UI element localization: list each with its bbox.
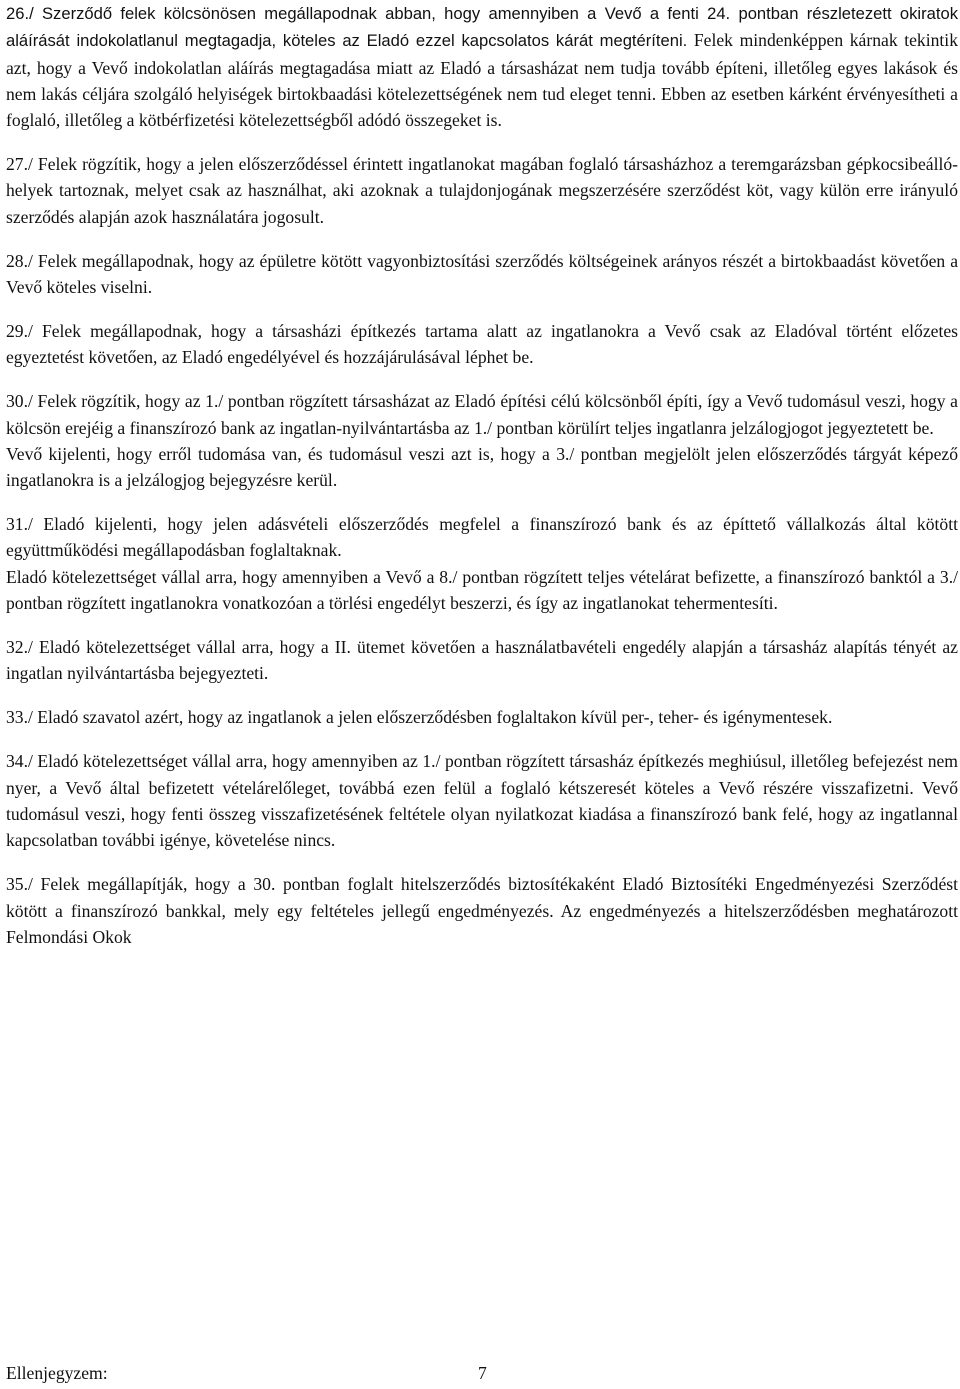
paragraph-31-part1: 31./ Eladó kijelenti, hogy jelen adásvételi előszerződés megfelel a finanszírozó bank és az építtető vállalkozás által kötött együttműködési megállapodásban foglaltaknak. <box>6 514 958 561</box>
paragraph-28: 28./ Felek megállapodnak, hogy az épületre kötött vagyonbiztosítási szerződés költségeinek arányos részét a birtokbaadást követően a Vevő köteles viselni. <box>6 250 958 298</box>
paragraph-26-part2: Felek mindenképpen kárnak tekintik azt, hogy a Vevő indokolatlan aláírás megtagadása miatt az Eladó a társasházat nem tudja tovább építeni, illetőleg egyes lakások és nem lakás céljára szolgáló helyiségek birtokbaadási kötelezettségének nem tud eleget tenni. Ebben az esetben kárként érvényesítheti a foglaló, illetőleg a kötbérfizetési kötelezettségből adódó összegeket is. <box>6 30 958 131</box>
paragraph-34: 34./ Eladó kötelezettséget vállal arra, hogy amennyiben az 1./ pontban rögzített társasház építkezés meghiúsul, illetőleg befejezést nem nyer, a Vevő által befizetett vételárelőleget, továbbá ezen felül a foglaló kétszeresét köteles a Vevő részére visszafizetni. Vevő tudomásul veszi, hogy fenti összeg visszafizetésének feltétele olyan nyilatkozat kiadása a finanszírozó bank felé, hogy az ingatlannal kapcsolatban további igénye, követelése nincs. <box>6 751 958 851</box>
paragraph-27: 27./ Felek rögzítik, hogy a jelen előszerződéssel érintett ingatlanokat magában foglaló társasházhoz a teremgarázsban gépkocsibeálló-helyek tartoznak, melyet csak az használhat, aki azoknak a tulajdonjogának megszerzésére szerződést köt, vagy külön erre irányuló szerződés alapján azok használatára jogosult. <box>6 154 958 227</box>
document-page <box>6 0 958 968</box>
paragraph-30-part2: Vevő kijelenti, hogy erről tudomása van, és tudomásul veszi azt is, hogy a 3./ pontban megjelölt jelen előszerződés tárgyát képező ingatlanokra is a jelzálogjog bejegyzésre kerül. <box>6 443 958 491</box>
paragraph-31-part2: Eladó kötelezettséget vállal arra, hogy amennyiben a Vevő a 8./ pontban rögzített teljes vételárat befizette, a finanszírozó banktól a 3./ pontban rögzített ingatlanokra vonatkozóan a törlési engedélyt beszerzi, és így az ingatlanokat tehermentesíti. <box>6 566 958 614</box>
paragraph-32: 32./ Eladó kötelezettséget vállal arra, hogy a II. ütemet követően a használatbavételi engedély alapján a társasház alapítás tényét az ingatlan nyilvántartásba bejegyezteti. <box>6 637 958 684</box>
footer-countersign-label: Ellenjegyzem: <box>6 1363 108 1383</box>
paragraph-33: 33./ Eladó szavatol azért, hogy az ingatlanok a jelen előszerződésben foglaltakon kívül per-, teher- és igénymentesek. <box>6 707 833 728</box>
paragraph-30 <box>6 388 958 493</box>
footer-page-number: 7 <box>478 1363 487 1383</box>
paragraph-30-part1: 30./ Felek rögzítik, hogy az 1./ pontban rögzített társasházat az Eladó építési célú kölcsönből építi, így a Vevő tudomásul veszi, hogy a kölcsön erejéig a finanszírozó bank az ingatlan-nyilvántartásba az 1./ pontban körülírt teljes ingatlanra jelzálogjogot jegyeztetett be. <box>6 391 958 438</box>
paragraph-26 <box>6 0 958 133</box>
paragraph-35: 35./ Felek megállapítják, hogy a 30. pontban foglalt hitelszerződés biztosítékaként Eladó Biztosítéki Engedményezési Szerződést kötött a finanszírozó bankkal, mely egy feltételes jellegű engedményezés. Az engedményezés a hitelszerződésben meghatározott Felmondási Okok <box>6 874 958 947</box>
paragraph-29: 29./ Felek megállapodnak, hogy a társasházi építkezés tartama alatt az ingatlanokra a Vevő csak az Eladóval történt előzetes egyeztetést követően, az Eladó engedélyével és hozzájárulásával léphet be. <box>6 321 958 368</box>
paragraph-31 <box>6 511 958 616</box>
paragraph-26-part1: 26./ Szerződő felek kölcsönösen megállapodnak abban, hogy amennyiben a Vevő a fenti 24. pontban részletezett okiratok aláírását indokolatlanul megtagadja, köteles az Eladó ezzel kapcsolatos kárát megtéríteni. <box>6 4 958 51</box>
